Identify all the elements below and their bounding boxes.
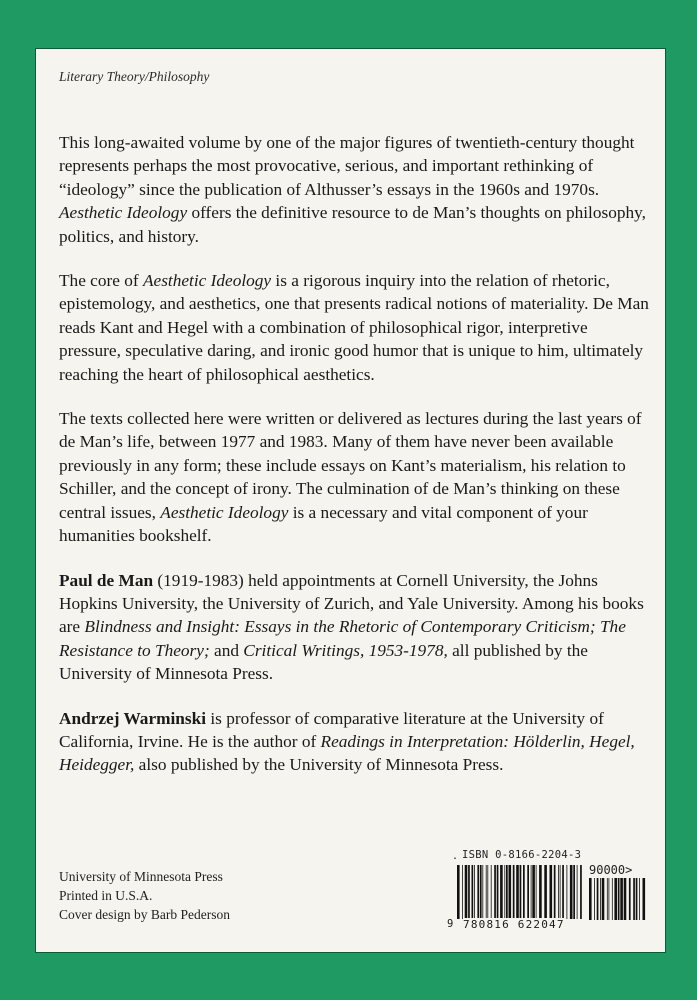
barcode-bar xyxy=(465,865,468,919)
text-run: is professor of comparative literature at the University of California, Irvine. He is the author of xyxy=(59,708,604,751)
barcode-bar xyxy=(550,865,553,919)
barcode-bar xyxy=(468,865,470,919)
barcode-bar xyxy=(472,865,474,919)
isbn-number: ISBN 0-8166-2204-3 xyxy=(462,849,582,861)
barcode-bar xyxy=(544,865,547,919)
barcode-bar xyxy=(573,865,575,919)
barcode-bar xyxy=(580,865,582,919)
barcode-bar xyxy=(636,878,638,920)
text-run: Readings in Interpretation: Hölderlin, Hegel, Heidegger, xyxy=(59,731,635,775)
text-run: Paul de Man xyxy=(59,570,154,590)
barcode-bar xyxy=(614,878,617,920)
barcode-bar xyxy=(554,865,556,919)
barcode-bar xyxy=(600,878,601,920)
barcode-bar xyxy=(609,878,610,920)
addon-barcode-bars xyxy=(589,878,647,920)
barcode-bar xyxy=(477,865,479,919)
barcode-bar xyxy=(594,878,595,920)
ean-digits: 780816 622047 xyxy=(463,918,565,931)
barcode-bar xyxy=(612,878,613,920)
barcode-bar xyxy=(487,865,488,919)
text-run: (1919-1983) held appointments at Cornell University, the Johns Hopkins University, the University of Zurich, and Yale University. Among his books are xyxy=(59,570,644,637)
cover-design-credit: Cover design by Barb Pederson xyxy=(59,907,230,922)
text-run: is a rigorous inquiry into the relation of rhetoric, epistemology, and aesthetics, one that presents radical notions of materiality. De Man reads Kant and Hegel with a combination of philosophical rigor, interpretive pressure, speculative daring, and ironic good humor that is unique to him, ultimately reaching the heart of philosophical aesthetics. xyxy=(59,271,649,384)
barcode-bar xyxy=(539,865,542,919)
paragraph-2 xyxy=(59,269,649,386)
barcode-bar xyxy=(504,865,505,919)
text-run: Andrzej Warminski xyxy=(59,708,207,728)
barcode-bar xyxy=(527,865,529,919)
barcode-bar xyxy=(589,878,592,920)
barcode-bar xyxy=(577,865,578,919)
barcode-bar xyxy=(532,865,535,919)
barcode-bar xyxy=(536,865,537,919)
barcode-bar xyxy=(520,865,522,919)
barcode-bar xyxy=(486,865,487,919)
barcode-bar xyxy=(597,878,599,920)
text-run: offers the definitive resource to de Man’s thoughts on philosophy, politics, and history. xyxy=(59,203,646,246)
barcode-bar xyxy=(633,878,635,920)
barcode-bar xyxy=(560,865,561,919)
paragraph-3 xyxy=(59,407,649,547)
barcode-bar xyxy=(497,865,499,919)
barcode-bar xyxy=(639,878,640,920)
barcode-bar xyxy=(531,865,532,919)
text-run: This long-awaited volume by one of the major figures of twentieth-century thought represents perhaps the most provocative, serious, and important rethinking of “ideology” since the publication of Althusser’s essays in the 1960s and 1970s. xyxy=(59,133,635,199)
text-run: and xyxy=(209,640,244,660)
barcode-bar xyxy=(500,865,503,919)
text-run: all published by the University of Minnesota Press. xyxy=(59,640,588,684)
barcode-bar xyxy=(567,865,568,919)
barcode-bar xyxy=(482,865,483,919)
text-run: Aesthetic Ideology xyxy=(59,203,188,223)
barcode-bar xyxy=(618,878,620,920)
text-run: The texts collected here were written or delivered as lectures during the last years of de Man’s life, between 1977 and 1983. Many of them have never been available previously in any form; these include essays on Kant’s materialism, his relation to Schiller, and the concept of irony. The culmination of de Man’s thinking on these central issues, xyxy=(59,409,642,522)
barcode-bar xyxy=(629,878,631,920)
barcode-bar xyxy=(523,865,525,919)
text-run: Critical Writings, 1953-1978, xyxy=(243,640,448,660)
barcode-bar xyxy=(570,865,573,919)
barcode-bar xyxy=(513,865,515,919)
barcode-bar xyxy=(624,878,627,920)
barcode-bar xyxy=(506,865,508,919)
text-run: Aesthetic Ideology xyxy=(142,271,272,291)
printed-in: Printed in U.S.A. xyxy=(59,888,153,903)
barcode-bar xyxy=(474,865,475,919)
barcode-bar xyxy=(457,865,460,919)
text-run: The core of xyxy=(59,271,143,291)
barcode-bar xyxy=(494,865,496,919)
text-run: is a necessary and vital component of your humanities bookshelf. xyxy=(59,502,588,546)
isbn-barcode xyxy=(440,849,651,933)
barcode-bar xyxy=(607,878,608,920)
barcode-bar xyxy=(462,865,463,919)
barcode-bar xyxy=(562,865,564,919)
barcode-bar xyxy=(516,865,519,919)
price-addon-number: 90000> xyxy=(589,863,633,877)
text-run: also published by the University of Minnesota Press. xyxy=(134,755,504,775)
back-cover-panel xyxy=(35,48,666,953)
barcode-bar xyxy=(509,865,512,919)
editor-bio-paragraph xyxy=(59,707,649,777)
publisher-name: University of Minnesota Press xyxy=(59,869,223,884)
text-run: Aesthetic Ideology xyxy=(160,502,289,522)
barcode-bar xyxy=(558,865,559,919)
category-label: Literary Theory/Philosophy xyxy=(59,69,210,84)
barcode-bar xyxy=(480,865,482,919)
blurb-text xyxy=(59,131,649,798)
publisher-info xyxy=(59,867,230,924)
ean-lead-digit: 9 xyxy=(447,918,454,930)
author-bio-paragraph xyxy=(59,569,649,686)
text-run: Blindness and Insight: Essays in the Rhetoric of Contemporary Criticism; The Resistance to Theory; xyxy=(59,617,626,660)
ean-barcode-bars xyxy=(457,865,582,919)
barcode-bar xyxy=(620,878,623,920)
barcode-bar xyxy=(643,878,646,920)
barcode-bar xyxy=(491,865,492,919)
barcode-bar xyxy=(602,878,605,920)
isbn-dot: . xyxy=(452,851,459,862)
paragraph-1 xyxy=(59,131,649,248)
